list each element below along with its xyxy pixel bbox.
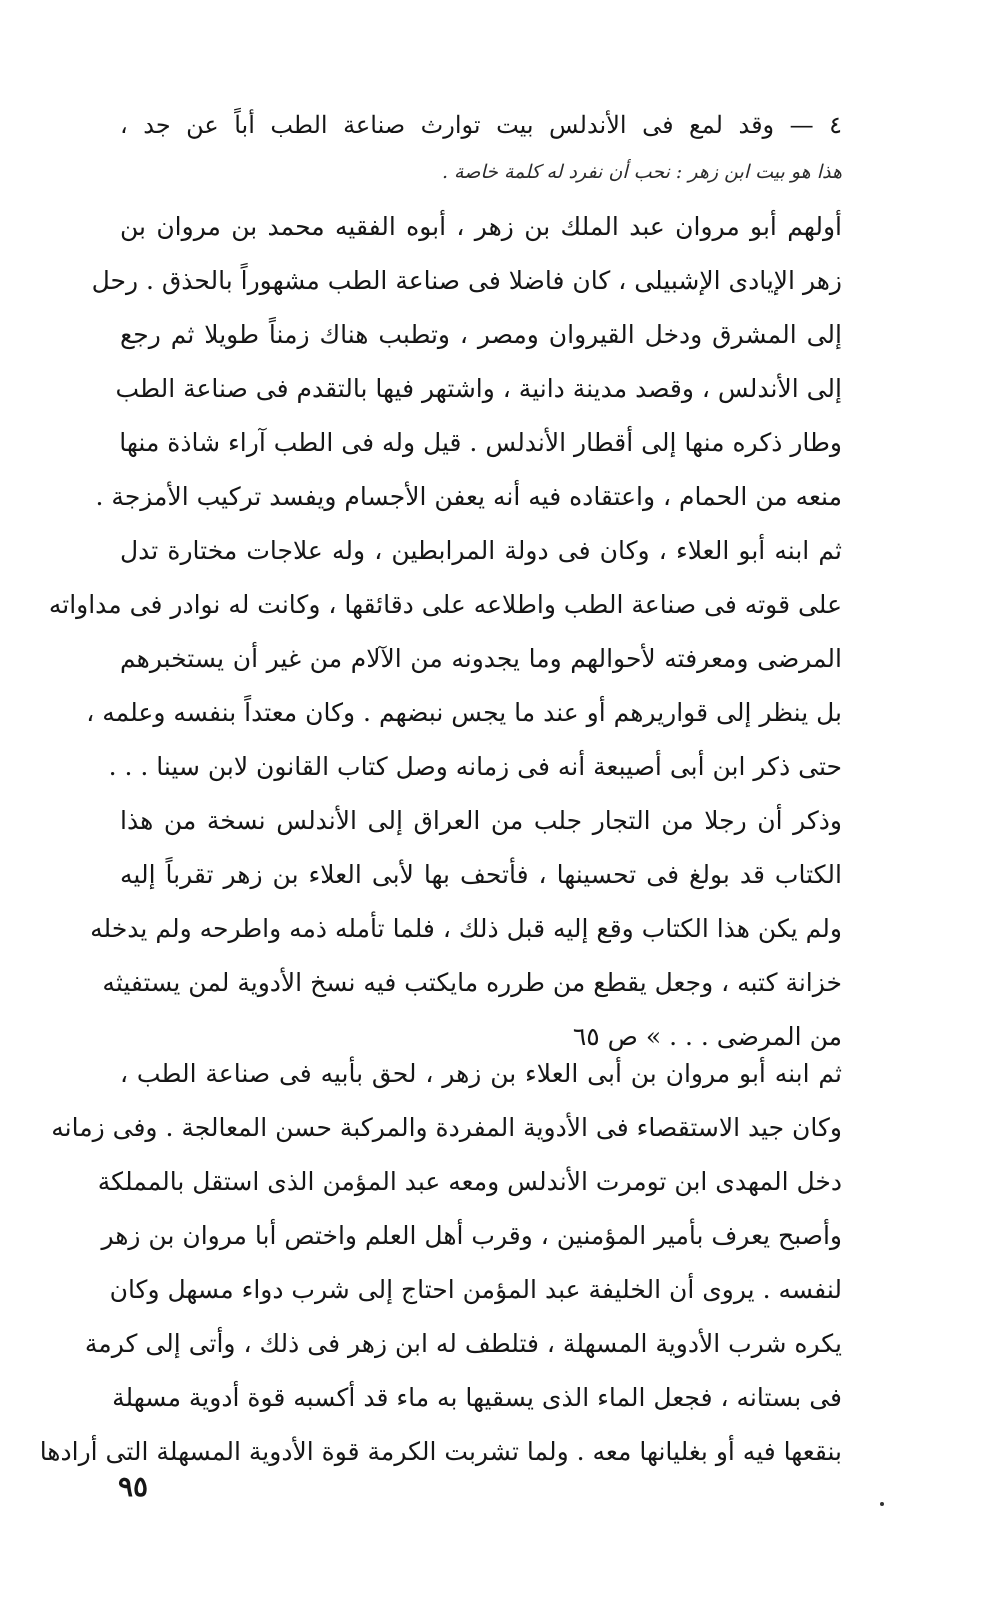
paragraph-line: لنفسه . يروى أن الخليفة عبد المؤمن احتاج إلى شرب دواء مسهل وكان <box>109 1275 842 1304</box>
section-heading: ٤ — وقد لمع فى الأندلس بيت توارث صناعة الطب أباً عن جد ، <box>120 111 842 139</box>
paragraph-line: وطار ذكره منها إلى أقطار الأندلس . قيل وله فى الطب آراء شاذة منها <box>119 428 842 457</box>
paragraph-line: ولم يكن هذا الكتاب وقع إليه قبل ذلك ، فلما تأمله ذمه واطرحه ولم يدخله <box>90 914 842 943</box>
scan-speck <box>880 1502 884 1506</box>
paragraph-line: إلى الأندلس ، وقصد مدينة دانية ، واشتهر فيها بالتقدم فى صناعة الطب <box>115 374 842 403</box>
paragraph-line: منعه من الحمام ، واعتقاده فيه أنه يعفن الأجسام ويفسد تركيب الأمزجة . <box>95 482 842 511</box>
paragraph-line: الكتاب قد بولغ فى تحسينها ، فأتحف بها لأبى العلاء بن زهر تقرباً إليه <box>120 860 842 889</box>
paragraph-line: فى بستانه ، فجعل الماء الذى يسقيها به ماء قد أكسبه قوة أدوية مسهلة <box>112 1383 842 1412</box>
paragraph-line: بنقعها فيه أو بغليانها معه . ولما تشربت الكرمة قوة الأدوية المسهلة التى أرادها <box>39 1437 842 1466</box>
section-intro <box>120 98 842 192</box>
paragraph-line: خزانة كتبه ، وجعل يقطع من طرره مايكتب فيه نسخ الأدوية لمن يستفيثه <box>102 968 842 997</box>
paragraph-abu-marwan-abd-al-malik <box>91 200 842 524</box>
paragraph-line: أولهم أبو مروان عبد الملك بن زهر ، أبوه الفقيه محمد بن مروان بن <box>120 212 842 241</box>
paragraph-line: على قوته فى صناعة الطب واطلاعه على دقائقها ، وكانت له نوادر فى مداواته <box>48 590 842 619</box>
paragraph-line: حتى ذكر ابن أبى أصيبعة أنه فى زمانه وصل كتاب القانون لابن سينا . . . <box>108 752 842 781</box>
paragraph-line: وذكر أن رجلا من التجار جلب من العراق إلى الأندلس نسخة من هذا <box>120 806 842 835</box>
paragraph-line: زهر الإيادى الإشبيلى ، كان فاضلا فى صناعة الطب مشهوراً بالحذق . رحل <box>91 266 842 295</box>
paragraph-abu-al-ala <box>48 524 842 1064</box>
paragraph-abu-marwan-son <box>39 1047 842 1479</box>
paragraph-line: دخل المهدى ابن تومرت الأندلس ومعه عبد المؤمن الذى استقل بالمملكة <box>97 1167 842 1196</box>
paragraph-line: وأصبح يعرف بأمير المؤمنين ، وقرب أهل العلم واختص أبا مروان بن زهر <box>101 1221 842 1250</box>
paragraph-line: المرضى ومعرفته لأحوالهم وما يجدونه من الآلام من غير أن يستخبرهم <box>120 644 842 673</box>
paragraph-line: ثم ابنه أبو مروان بن أبى العلاء بن زهر ، لحق بأبيه فى صناعة الطب ، <box>120 1059 842 1088</box>
paragraph-line: إلى المشرق ودخل القيروان ومصر ، وتطبب هناك زمناً طويلا ثم رجع <box>120 320 842 349</box>
paragraph-line: بل ينظر إلى قواريرهم أو عند ما يجس نبضهم . وكان معتداً بنفسه وعلمه ، <box>86 698 842 727</box>
paragraph-line: ثم ابنه أبو العلاء ، وكان فى دولة المرابطين ، وله علاجات مختارة تدل <box>120 536 842 565</box>
section-subheading: هذا هو بيت ابن زهر : نحب أن نفرد له كلمة خاصة . <box>441 161 842 183</box>
page-number: ٩٥ <box>118 1470 149 1503</box>
paragraph-line: يكره شرب الأدوية المسهلة ، فتلطف له ابن زهر فى ذلك ، وأتى إلى كرمة <box>84 1329 842 1358</box>
paragraph-line: من المرضى . . . » ص ٦٥ <box>572 1022 842 1051</box>
paragraph-line: وكان جيد الاستقصاء فى الأدوية المفردة والمركبة حسن المعالجة . وفى زمانه <box>51 1113 842 1142</box>
